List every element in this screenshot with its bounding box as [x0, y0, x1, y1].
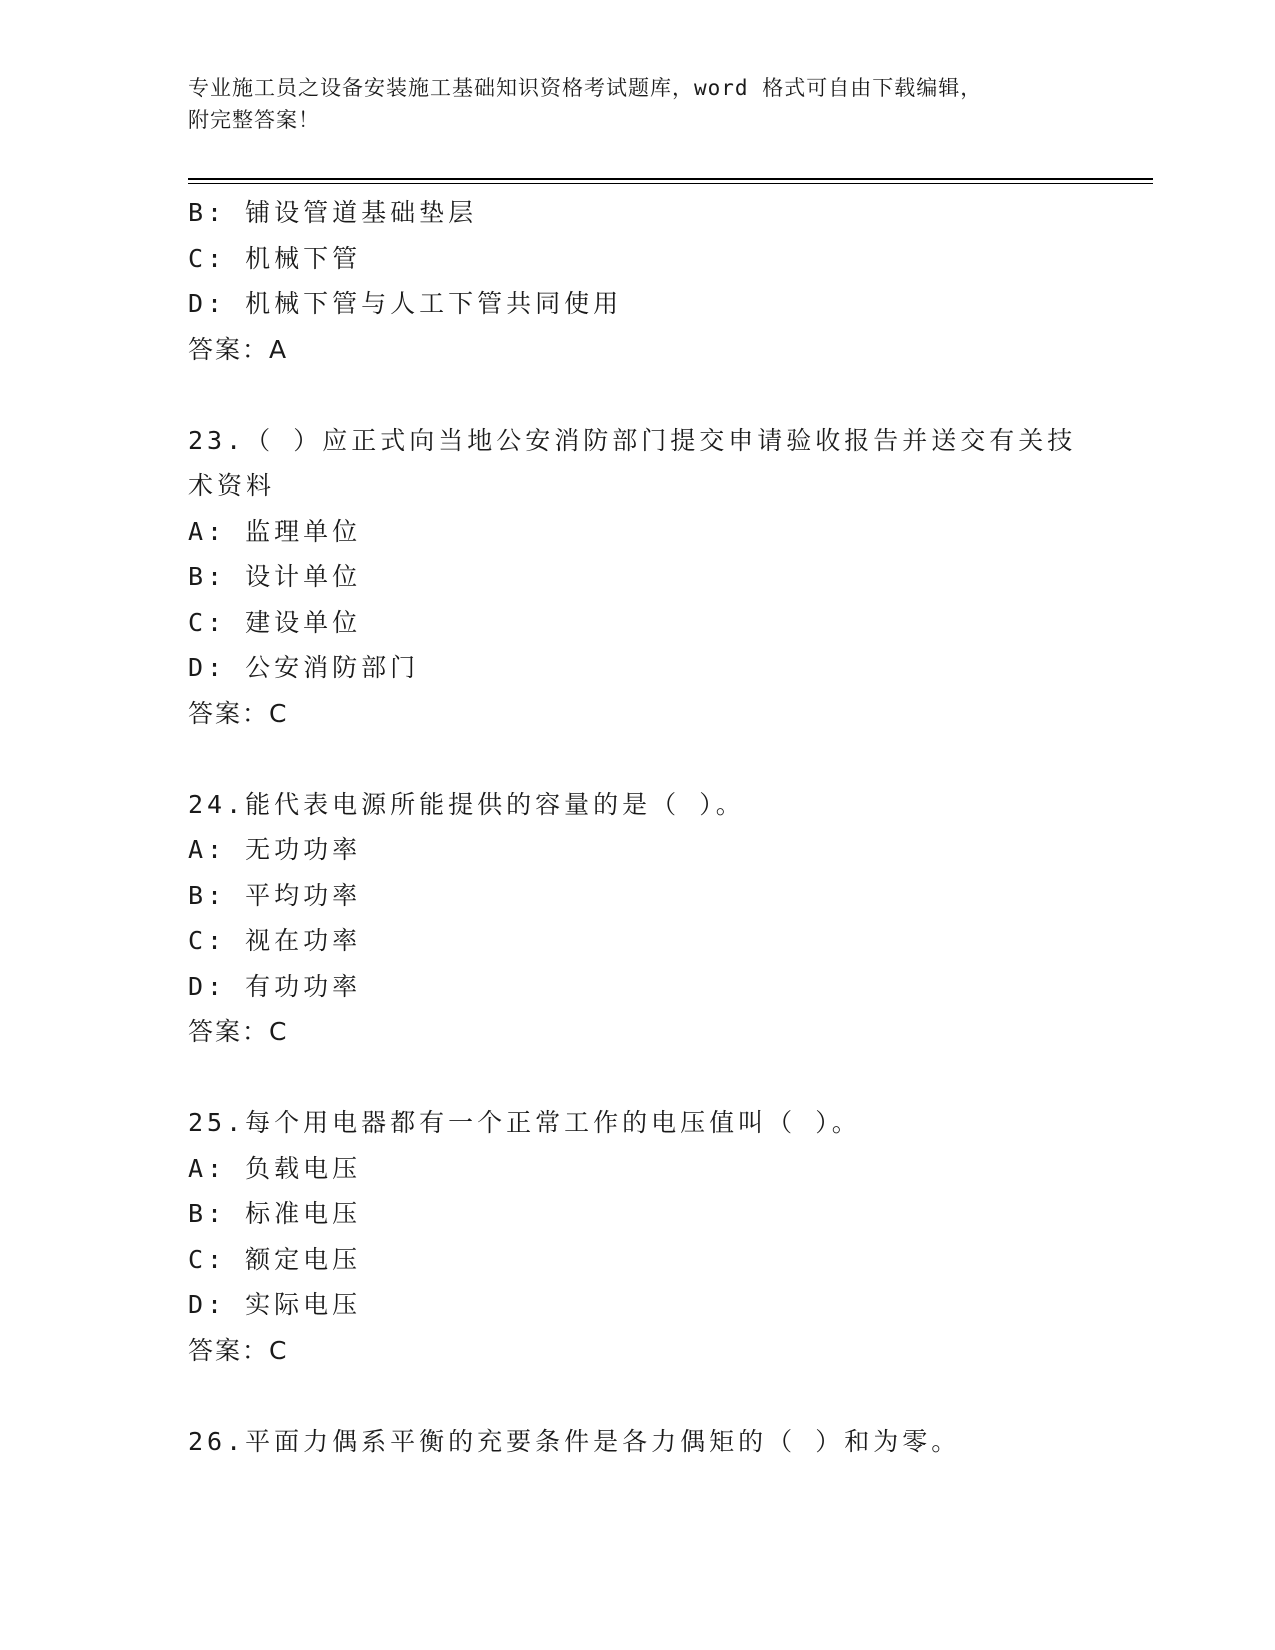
spacer: [188, 1055, 1088, 1101]
header-divider-thin: [188, 183, 1153, 184]
option-d: D: 公安消防部门: [188, 653, 420, 682]
option-a: A: 负载电压: [188, 1153, 362, 1183]
spacer: [188, 736, 1088, 782]
option-c: C: 额定电压: [188, 1244, 362, 1274]
spacer: [188, 372, 1088, 418]
question-list: [188, 190, 1088, 1464]
spacer: [188, 1373, 1088, 1419]
document-header: [188, 72, 1088, 136]
option-d: D: 机械下管与人工下管共同使用: [188, 289, 623, 318]
header-divider-thick: [188, 178, 1153, 180]
question-24: [188, 782, 1088, 1055]
option-c: C: 建设单位: [188, 607, 362, 637]
answer: 答案：A: [188, 334, 289, 364]
question-text-line-1: 23.（ ）应正式向当地公安消防部门提交申请验收报告并送交有关技: [188, 425, 1077, 455]
option-c: C: 视在功率: [188, 926, 362, 955]
answer: 答案：C: [188, 1335, 289, 1365]
answer: 答案：C: [188, 1017, 289, 1046]
option-d: D: 有功功率: [188, 971, 362, 1001]
option-d: D: 实际电压: [188, 1290, 362, 1319]
option-b: B: 标准电压: [188, 1199, 362, 1228]
question-text: 26.平面力偶系平衡的充要条件是各力偶矩的（ ）和为零。: [188, 1426, 961, 1456]
option-a: A: 监理单位: [188, 516, 362, 546]
header-line-1: 专业施工员之设备安装施工基础知识资格考试题库，word 格式可自由下载编辑，: [188, 76, 983, 100]
question-26: [188, 1419, 1088, 1465]
question-23: [188, 418, 1088, 737]
option-a: A: 无功功率: [188, 835, 362, 864]
question-25: [188, 1100, 1088, 1373]
option-b: B: 平均功率: [188, 880, 362, 910]
answer: 答案：C: [188, 698, 289, 728]
question-text: 25.每个用电器都有一个正常工作的电压值叫（ ）。: [188, 1108, 861, 1137]
question-text-line-2: 术资料: [188, 471, 276, 500]
question-text: 24.能代表电源所能提供的容量的是（ ）。: [188, 789, 745, 819]
option-b: B: 设计单位: [188, 562, 362, 591]
question-22-continued: [188, 190, 1088, 372]
option-b: B: 铺设管道基础垫层: [188, 198, 478, 227]
header-line-2: 附完整答案！: [188, 108, 320, 132]
option-c: C: 机械下管: [188, 243, 362, 273]
